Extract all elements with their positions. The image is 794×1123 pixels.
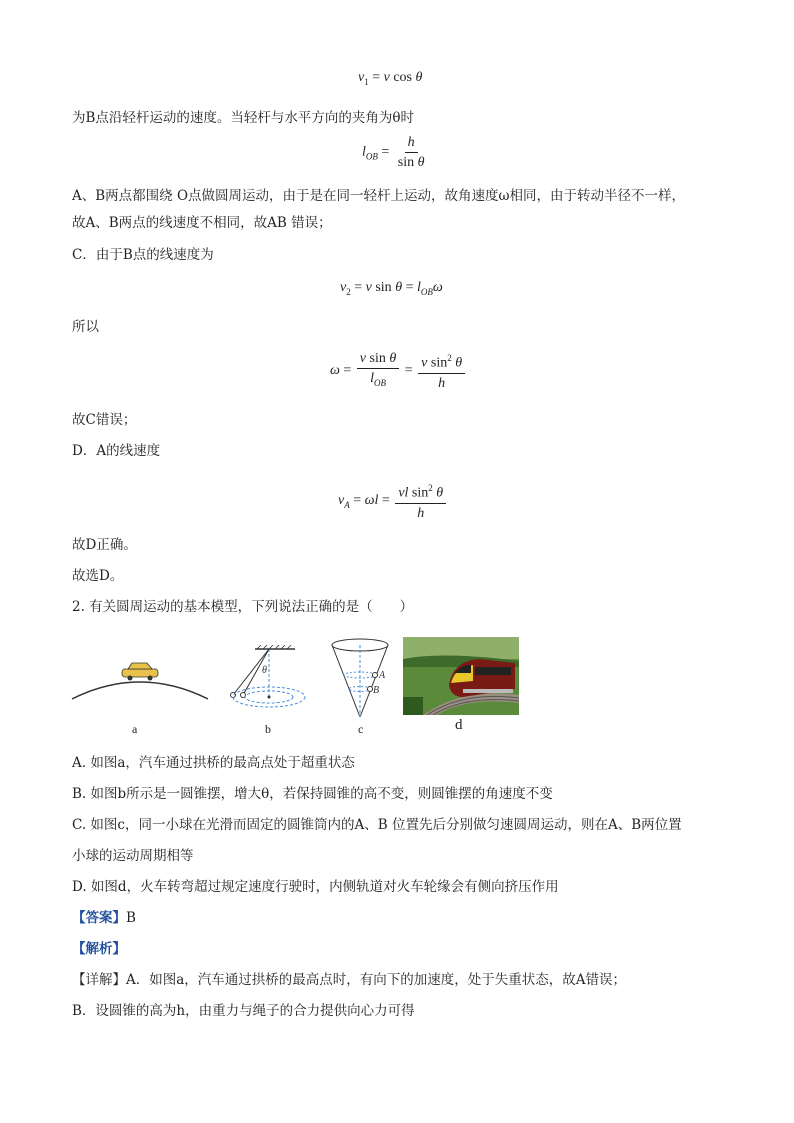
detail-row: [72, 970, 626, 990]
text-line-9: 故选D。: [72, 568, 124, 584]
point-a-label: A: [379, 670, 386, 681]
answer-row: [72, 908, 136, 928]
option-b: B. 如图b所示是一圆锥摆，增大θ，若保持圆锥的高不变，则圆锥摆的角速度不变: [72, 786, 553, 802]
analysis-row: [72, 939, 126, 959]
figure-a-label: a: [132, 722, 138, 736]
text-line-7: D．A的线速度: [72, 443, 161, 459]
figure-b-conical-pendulum: [225, 645, 315, 715]
equation-v2: $v_2 = v$ $\sin \theta = l_{OB}\omega$: [340, 280, 443, 297]
figure-c-cone: [328, 637, 398, 719]
option-c-line-1: C. 如图c，同一小球在光滑而固定的圆锥筒内的A、B 位置先后分别做匀速圆周运动，则在A、B两位置: [72, 817, 682, 833]
equation-lob: $l_{OB}$ = $\frac{h}{\text{sin θ}}$: [362, 135, 425, 170]
text-line-6: 故C错误；: [72, 412, 137, 428]
text-line-1: 为B点沿轻杆运动的速度。当轻杆与水平方向的夹角为θ时: [72, 110, 415, 126]
answer-tag: 【答案】: [72, 910, 126, 926]
text-line-2: A、B两点都围绕 O点做圆周运动，由于是在同一轻杆上运动，故角速度ω相同，由于转动半径不一样，: [72, 188, 686, 204]
angle-theta: θ: [262, 665, 267, 676]
answer-value: B: [126, 910, 136, 926]
text-line-5: 所以: [72, 319, 99, 335]
figure-d-label: d: [455, 717, 463, 733]
text-line-4: C．由于B点的线速度为: [72, 247, 214, 263]
option-d: D. 如图d，火车转弯超过规定速度行驶时，内侧轨道对火车轮缘会有侧向挤压作用: [72, 879, 559, 895]
car-icon: [122, 663, 158, 681]
detail-text: A．如图a，汽车通过拱桥的最高点时，有向下的加速度，处于失重状态，故A错误；: [126, 972, 627, 988]
text-line-8: 故D正确。: [72, 537, 137, 553]
question-2: 2. 有关圆周运动的基本模型，下列说法正确的是（ ）: [72, 599, 414, 615]
figure-c-label: c: [358, 722, 364, 736]
text-line-3: 故A、B两点的线速度不相同，故AB 错误；: [72, 215, 332, 231]
detail-tag: 【详解】: [72, 972, 126, 988]
option-a: A. 如图a，汽车通过拱桥的最高点处于超重状态: [72, 755, 355, 771]
figure-b-label: b: [265, 722, 271, 736]
point-b-label: B: [373, 685, 380, 696]
equation-v1: $v_1 = v$ cos θ: [358, 70, 423, 87]
analysis-tag: 【解析】: [72, 941, 126, 957]
figure-a-arch-bridge: [70, 655, 210, 705]
equation-va: $v_A = \omega l$ = $\frac{vl \sin^2 \theta}{h}$: [338, 480, 448, 522]
figure-d-train-photo: [403, 637, 519, 715]
last-line: B．设圆锥的高为h，由重力与绳子的合力提供向心力可得: [72, 1003, 415, 1019]
option-c-line-2: 小球的运动周期相等: [72, 848, 194, 864]
equation-omega: ω = $\frac{\text{v sin θ}}{l_{OB}}$ = $\frac{v \sin^2 \theta}{h}$: [330, 350, 467, 392]
